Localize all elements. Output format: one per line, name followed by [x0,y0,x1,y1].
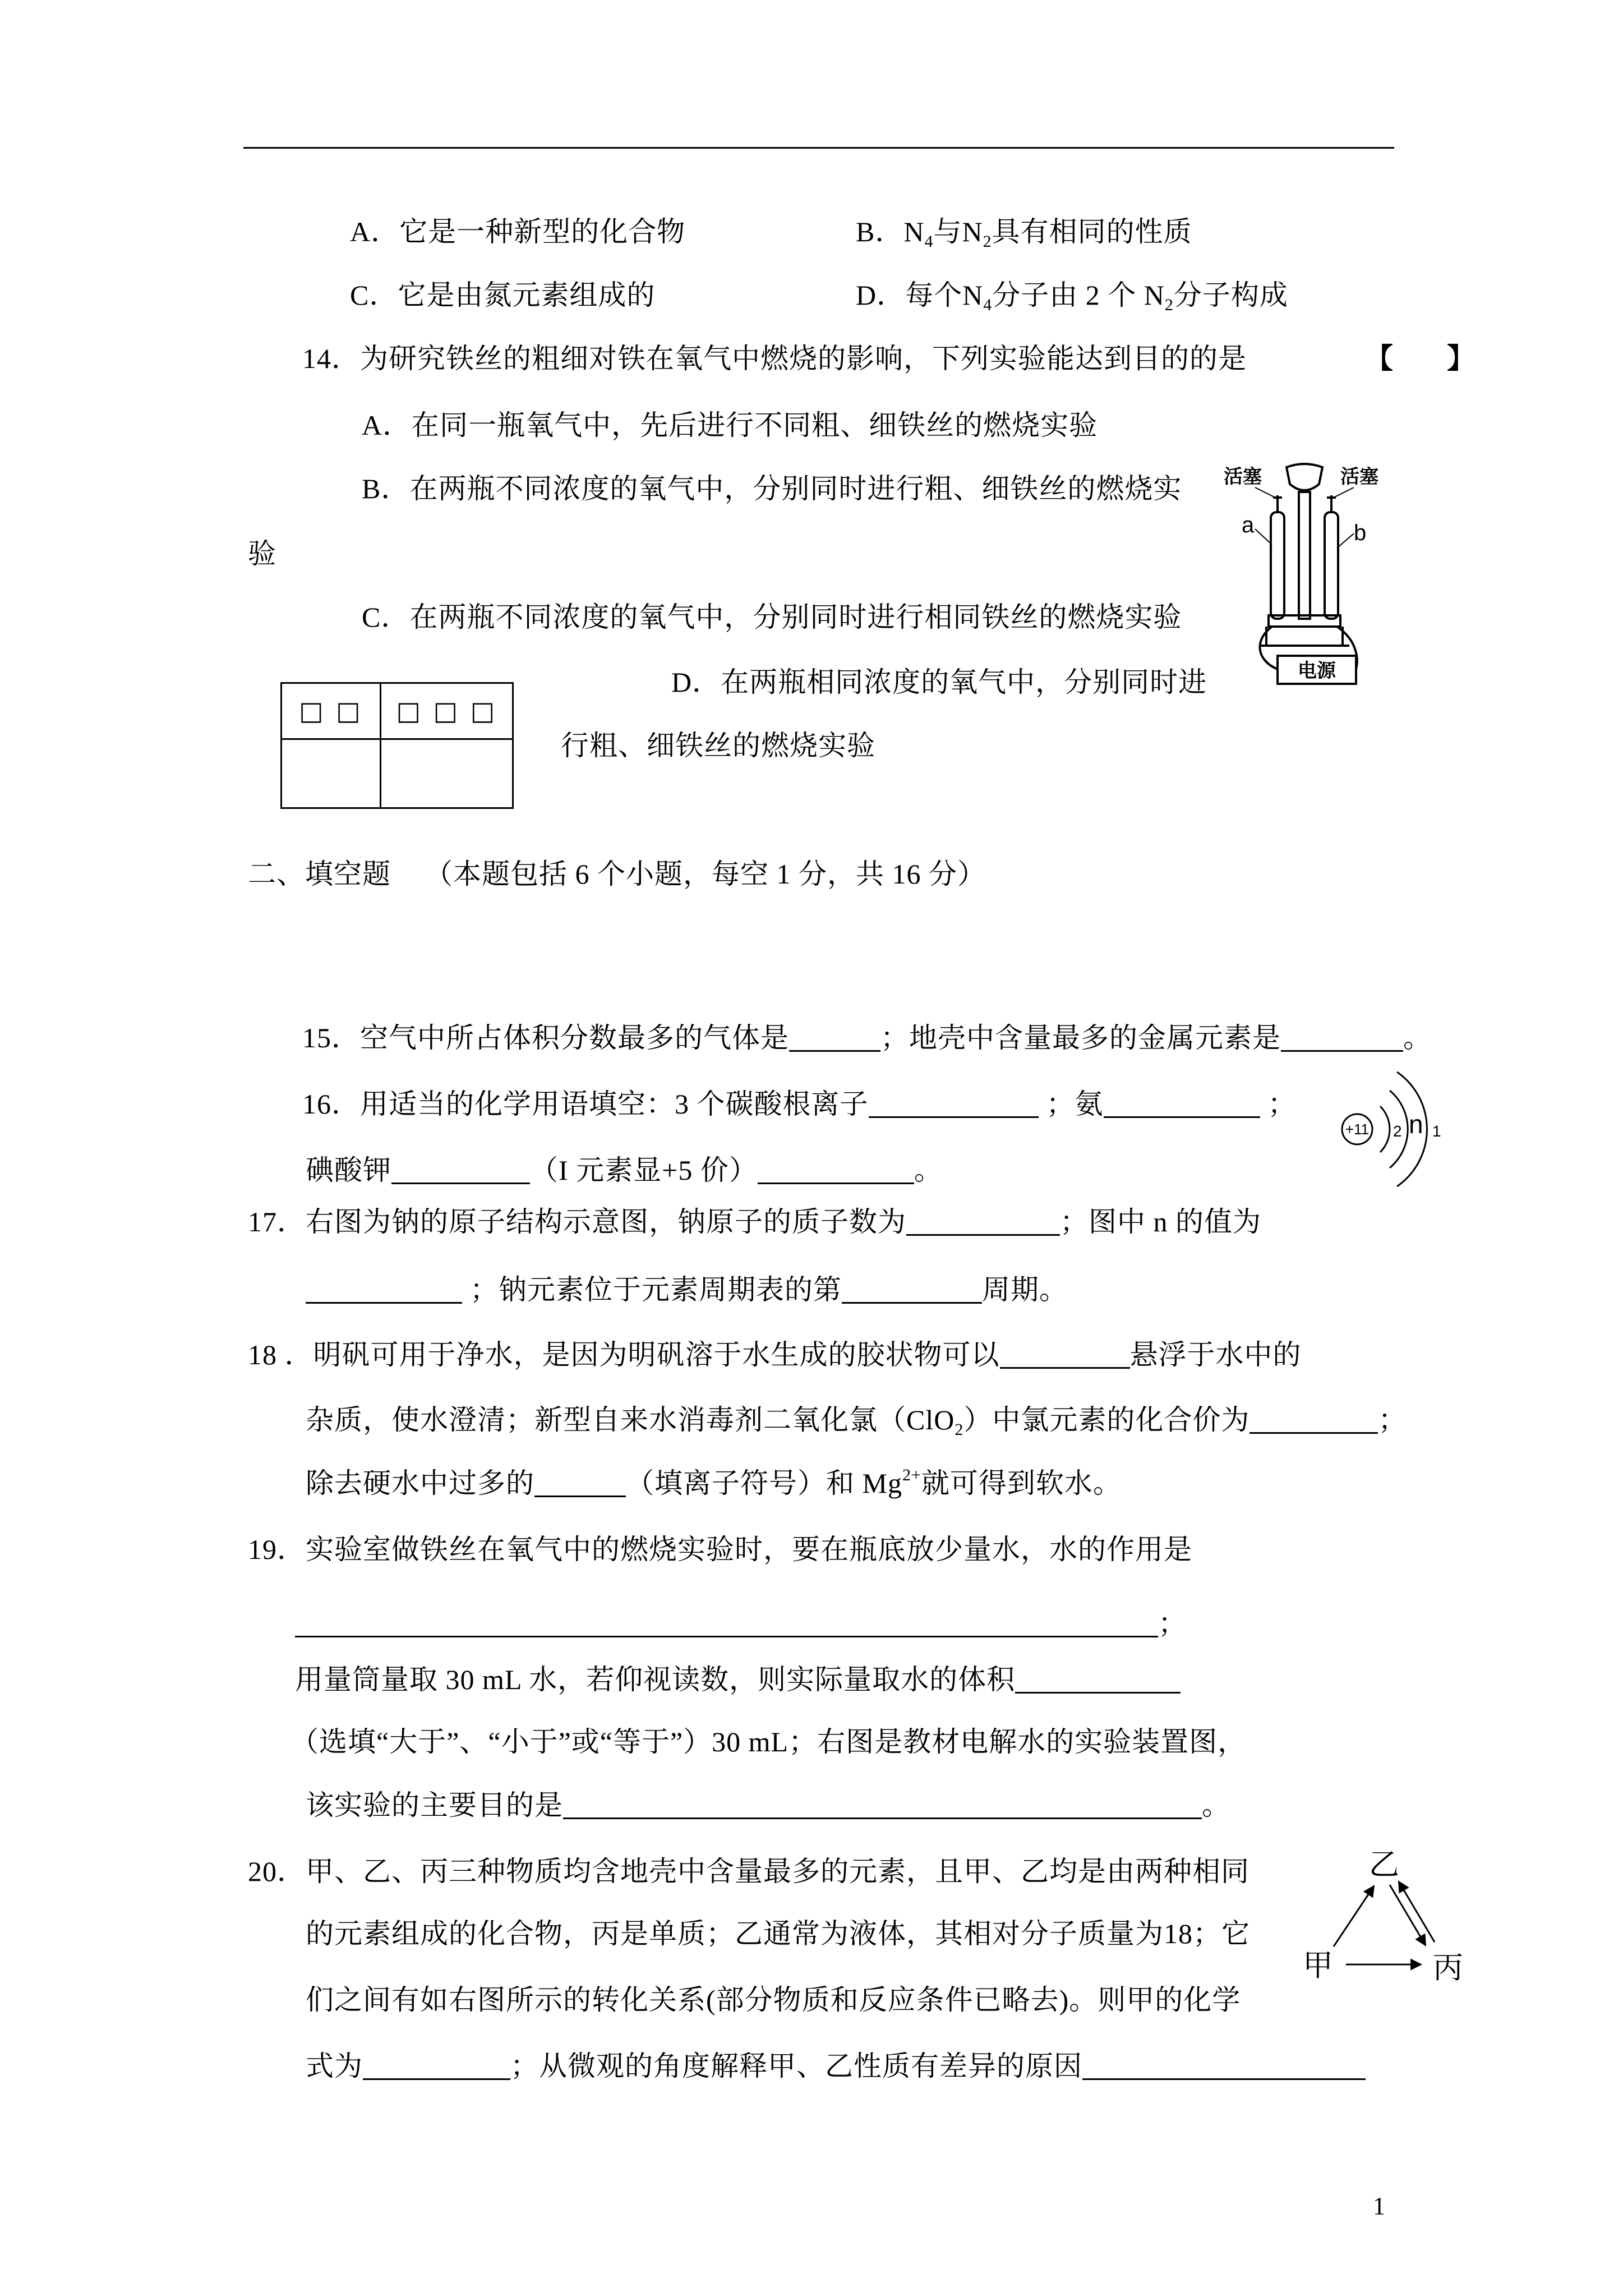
question-text: ； [1378,1404,1407,1435]
question-text: 悬浮于水中的 [1129,1339,1302,1370]
question-text: （填离子符号）和 Mg [626,1467,902,1499]
answer-blank [869,1094,1039,1118]
stopcock-label-right: 活塞 [1340,466,1378,487]
node-yi: 乙 [1369,1848,1399,1881]
answer-blank [1249,1410,1378,1434]
left-tube [1271,512,1284,619]
arrow-bing-to-yi [1399,1881,1435,1942]
question-text: ；氨 [1046,1088,1104,1120]
section-title: 二、填空题 [248,858,391,890]
q14-option-c: C．在两瓶不同浓度的氧气中，分别同时进行相同铁丝的燃烧实验 [362,601,1182,633]
subscript: 4 [983,296,993,314]
question-text: 。 [914,1154,943,1186]
section-note: （本题包括 6 个小题，每空 1 分，共 16 分） [425,858,986,890]
subscript: 2 [1164,296,1174,314]
q13-option-c [350,278,655,312]
subscript: 2 [983,232,992,251]
superscript: 2+ [902,1466,921,1484]
q19-line-4 [291,1725,1246,1759]
option-text: D．每个N [856,279,984,311]
shell-electron-count: 1 [1432,1122,1441,1140]
score-table-header-cell: □ □ [299,696,363,726]
answer-blank [842,1280,982,1304]
stand [1260,627,1349,646]
center-tube [1299,492,1310,619]
right-stopcock [1327,495,1336,512]
q13-option-a [350,215,685,249]
question-text: ； [1158,1608,1187,1639]
arrow-jia-to-yi [1334,1886,1374,1947]
answer-bracket-open: 【 [1365,343,1394,374]
q18-line-1 [248,1338,1302,1372]
question-text: 。 [1403,1022,1432,1053]
answer-bracket-close: 】 [1447,343,1476,374]
q14-stem-line [302,342,1247,375]
option-text: 分子由 2 个 N [992,279,1165,311]
question-text: 空气中所占体积分数最多的气体是 [360,1022,789,1053]
section-2-heading [248,857,986,891]
q18-line-2 [306,1403,1407,1437]
answer-blank [758,1160,914,1184]
left-stopcock [1273,495,1282,512]
q19-line-3 [295,1663,1181,1696]
question-text: 该实验的主要目的是 [306,1789,563,1821]
electron-shell-arc [1380,1106,1390,1152]
answer-blank [1104,1094,1260,1118]
question-text: （选填“大于”、“小于”或“等于”）30 mL；右图是教材电解水的实验装置图， [291,1726,1247,1757]
option-text: A．它是一种新型的化合物 [350,216,686,247]
answer-blank [906,1212,1060,1236]
q17-line-2 [306,1273,1068,1306]
answer-blank [789,1028,880,1052]
sodium-atom-structure-figure [1330,1055,1451,1195]
question-number: 19． [248,1534,306,1565]
q14-option-a: A．在同一瓶氧气中，先后进行不同粗、细铁丝的燃烧实验 [362,409,1098,441]
question-number: 17． [248,1206,306,1237]
transformation-relation-figure [1290,1834,1469,1997]
option-text: C．它是由氮元素组成的 [350,279,656,311]
answer-blank [363,2056,510,2080]
page-number: 1 [1373,2192,1386,2220]
subscript: 2 [955,1420,964,1439]
question-text: ）中氯元素的化合价为 [963,1404,1250,1435]
q17-line-1 [248,1205,1261,1239]
question-text: 甲、乙、丙三种物质均含地壳中含量最多的元素，且甲、乙均是由两种相同 [306,1856,1249,1887]
question-text: ；钠元素位于元素周期表的第 [470,1274,842,1305]
question-text: 右图为钠的原子结构示意图，钠原子的质子数为 [306,1206,906,1237]
question-text: 周期。 [982,1274,1068,1305]
q19-line-2 [295,1607,1187,1640]
question-text: 除去硬水中过多的 [306,1467,534,1499]
score-table-header-cell: □ □ □ [396,696,497,726]
q13-option-b [856,215,1192,249]
question-number: 18 ． [248,1339,313,1370]
q16-line-2 [306,1153,943,1187]
question-number: 15． [302,1022,360,1053]
power-supply-label: 电源 [1298,660,1336,682]
question-stem: 为研究铁丝的粗细对铁在氧气中燃烧的影响，下列实验能达到目的的是 [360,343,1247,374]
answer-blank [1281,1028,1403,1052]
q14-option-b: B．在两瓶不同浓度的氧气中，分别同时进行粗、细铁丝的燃烧实 [362,473,1182,504]
answer-blank [563,1795,1202,1819]
shell-electron-count: 2 [1393,1122,1402,1140]
answer-blank [1082,2056,1366,2080]
answer-blank [306,1280,462,1304]
question-text: 用适当的化学用语填空：3 个碳酸根离子 [360,1088,869,1120]
shell-electron-count: n [1409,1110,1423,1139]
question-text: ； [1267,1088,1297,1120]
answer-blank [391,1160,530,1184]
q20-line-2: 的元素组成的化合物，丙是单质；乙通常为液体，其相对分子质量为18；它 [306,1918,1250,1949]
option-text: B．N [856,216,925,247]
wire-left [1260,627,1278,669]
q14-option-b-wrap: 验 [248,538,276,569]
question-number: 14． [302,343,360,374]
question-text: ；图中 n 的值为 [1060,1206,1261,1237]
nucleus-charge: +11 [1345,1121,1370,1138]
header-rule [243,147,1394,149]
stopcock-label-left: 活塞 [1224,466,1262,487]
answer-blank [534,1473,626,1497]
question-text: （I 元素显+5 价） [530,1154,758,1186]
funnel [1287,464,1322,490]
wire-right [1337,627,1357,669]
arrow-yi-to-bing [1390,1885,1426,1945]
question-text: 。 [1202,1789,1230,1821]
q20-line-1 [248,1855,1249,1888]
question-text: 实验室做铁丝在氧气中的燃烧实验时，要在瓶底放少量水，水的作用是 [306,1534,1192,1565]
q14-option-d-wrap: 行粗、细铁丝的燃烧实验 [561,730,875,761]
q16-line-1 [302,1087,1297,1121]
answer-blank [1000,1345,1130,1369]
question-text: 杂质，使水澄清；新型自来水消毒剂二氧化氯（ClO [306,1404,955,1435]
option-text: 分子构成 [1173,279,1288,311]
question-text: ；从微观的角度解释甲、乙性质有差异的原因 [510,2050,1082,2082]
question-text: ；地壳中含量最多的金属元素是 [880,1022,1281,1053]
q18-line-3 [306,1466,1122,1500]
option-text: 与N [933,216,983,247]
q19-line-1 [248,1533,1192,1566]
q14-option-d: D．在两瓶相同浓度的氧气中，分别同时进 [671,666,1207,698]
question-text: 碘酸钾 [306,1154,391,1186]
question-number: 20． [248,1856,306,1887]
score-table-cell [381,740,512,807]
question-text: 明矾可用于净水，是因为明矾溶于水生成的胶状物可以 [313,1339,1000,1370]
q15-line [302,1021,1432,1055]
answer-blank [295,1613,1158,1637]
electrode-label-b: b [1354,521,1367,545]
right-tube [1325,512,1338,619]
answer-blank [1015,1669,1181,1694]
score-table-cell [282,740,380,807]
node-bing: 丙 [1433,1951,1463,1985]
q20-line-3: 们之间有如右图所示的转化关系(部分物质和反应条件已略去)。则甲的化学 [306,1984,1241,2016]
bottom-connector [1269,615,1340,627]
q13-option-d [856,278,1288,312]
electrode-label-a: a [1242,513,1255,537]
question-text: 用量筒量取 30 mL 水，若仰视读数，则实际量取水的体积 [295,1664,1016,1695]
electrolysis-apparatus-figure [1221,461,1387,686]
q19-line-5 [306,1788,1230,1822]
option-text: 具有相同的性质 [992,216,1192,247]
question-number: 16． [302,1088,360,1120]
node-jia: 甲 [1303,1949,1333,1982]
subscript: 4 [924,232,934,251]
score-table [280,682,514,809]
question-text: 就可得到软水。 [921,1467,1122,1499]
question-text: 式为 [306,2050,363,2082]
q20-line-4 [306,2049,1366,2083]
